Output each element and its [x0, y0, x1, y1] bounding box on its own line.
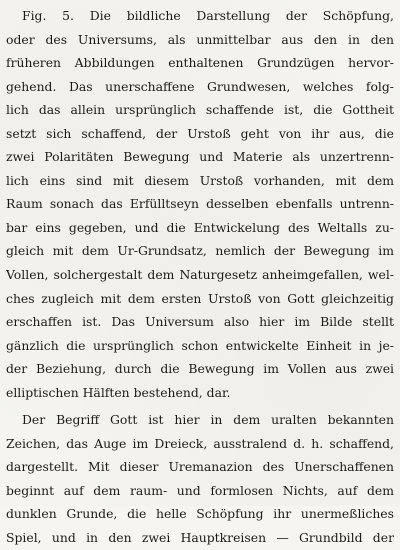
text-line: ches zugleich mit dem ersten Urstoß von Gott gleichzeitig: [6, 290, 394, 306]
text-line: der Beziehung, durch die Bewegung im Vollen aus zwei: [6, 361, 394, 377]
text-line: Spiel, und in den zwei Hauptkreisen — Grundbild der: [6, 530, 394, 546]
text-line: lich eins sind mit diesem Urstoß vorhanden, mit dem: [6, 172, 394, 188]
text-line: oder des Universums, als unmittelbar aus den in den: [6, 31, 394, 47]
text-line: früheren Abbildungen enthaltenen Grundzügen hervor-: [6, 55, 394, 71]
page-text: [6, 4, 394, 550]
text-line: gänzlich die ursprünglich schon entwickelte Einheit in je-: [6, 337, 394, 353]
paragraph-fig5-description: [6, 4, 394, 404]
text-line: gehend. Das unerschaffene Grundwesen, welches folg-: [6, 78, 394, 94]
text-line: elliptischen Hälften bestehend, dar.: [6, 384, 231, 400]
text-line: beginnt auf dem raum- und formlosen Nichts, auf dem: [6, 482, 394, 498]
text-line: dargestellt. Mit dieser Uremanazion des Unerschaffenen: [6, 459, 394, 475]
text-line: setzt sich schaffend, der Urstoß geht von ihr aus, die: [6, 125, 394, 141]
paragraph-god-symbol: [6, 408, 394, 549]
text-line: gleich mit dem Ur-Grundsatz, nemlich der Bewegung im: [6, 243, 394, 259]
text-line: Vollen, solchergestalt dem Naturgesetz anheimgefallen, wel-: [6, 267, 394, 283]
text-line: Der Begriff Gott ist hier in dem uralten bekannten: [22, 412, 394, 428]
text-line: Zeichen, das Auge im Dreieck, ausstralend d. h. schaffend,: [6, 435, 394, 451]
text-line: bar eins gegeben, und die Entwickelung des Weltalls zu-: [6, 219, 394, 235]
text-line: zwei Polaritäten Bewegung und Materie als unzertrenn-: [6, 149, 394, 165]
text-line: Raum sonach das Erfülltseyn desselben ebenfalls untrenn-: [6, 196, 394, 212]
text-line: Fig. 5. Die bildliche Darstellung der Schöpfung,: [22, 8, 394, 23]
text-line: lich das allein ursprünglich schaffende ist, die Gottheit: [6, 102, 394, 118]
text-line: dunklen Grunde, die helle Schöpfung ihr unermeßliches: [6, 506, 394, 522]
text-line: erschaffen ist. Das Universum also hier im Bilde stellt: [6, 314, 394, 330]
